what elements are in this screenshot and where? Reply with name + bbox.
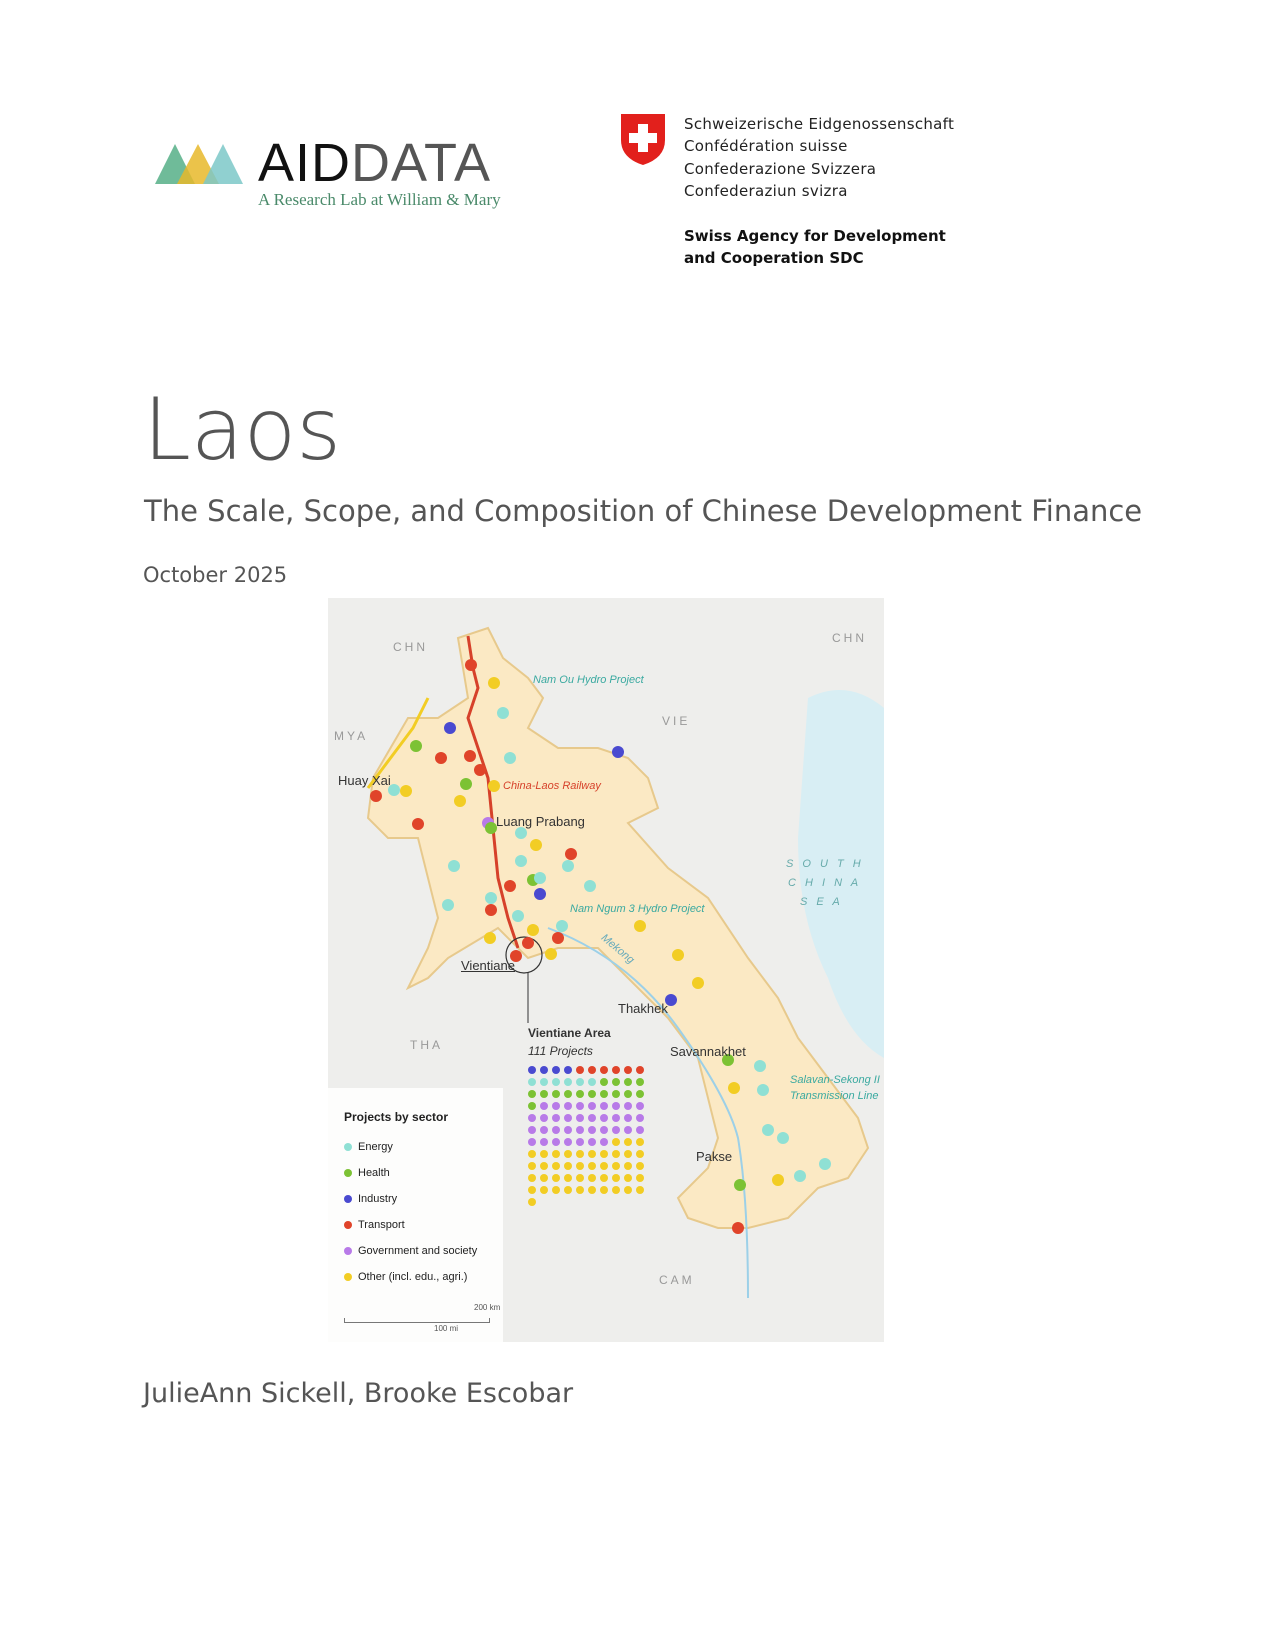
map-project-marker	[474, 764, 486, 776]
project-dot	[588, 1114, 596, 1122]
legend-label: Industry	[358, 1193, 398, 1205]
swiss-shield-icon	[619, 112, 667, 166]
map-project-marker	[488, 780, 500, 792]
project-dot	[636, 1138, 644, 1146]
river-label: Mekong	[598, 931, 637, 967]
project-dot	[528, 1174, 536, 1182]
map-project-marker	[497, 707, 509, 719]
project-dot	[528, 1150, 536, 1158]
project-dot	[540, 1090, 548, 1098]
project-dot	[540, 1150, 548, 1158]
page-subtitle: The Scale, Scope, and Composition of Chinese Development Finance	[144, 494, 1143, 528]
map-project-marker	[400, 785, 412, 797]
aiddata-logo-mark	[155, 142, 245, 184]
publication-date: October 2025	[143, 563, 288, 587]
country-label: MYA	[334, 729, 369, 743]
project-dot	[552, 1186, 560, 1194]
project-dot	[528, 1126, 536, 1134]
map-project-marker	[442, 899, 454, 911]
project-dot	[564, 1174, 572, 1182]
map-project-marker	[612, 746, 624, 758]
legend-item	[344, 1271, 467, 1283]
city-label: Pakse	[696, 1149, 733, 1164]
project-dot	[600, 1186, 608, 1194]
country-label: THA	[410, 1038, 443, 1052]
project-dot	[564, 1090, 572, 1098]
map-project-marker	[465, 659, 477, 671]
project-dot	[588, 1090, 596, 1098]
project-dot	[540, 1138, 548, 1146]
sdc-line: Swiss Agency for Development	[684, 227, 946, 245]
project-dot	[600, 1114, 608, 1122]
project-dot	[636, 1162, 644, 1170]
project-dot	[624, 1114, 632, 1122]
legend-item	[344, 1193, 397, 1205]
map-project-marker	[460, 778, 472, 790]
map-project-marker	[435, 752, 447, 764]
map-project-marker	[485, 892, 497, 904]
project-dot	[552, 1138, 560, 1146]
map-project-marker	[762, 1124, 774, 1136]
project-dot	[540, 1162, 548, 1170]
project-dot	[528, 1162, 536, 1170]
legend-dot-icon	[344, 1169, 352, 1177]
map-project-marker	[794, 1170, 806, 1182]
project-dot	[576, 1102, 584, 1110]
project-dot	[636, 1066, 644, 1074]
map-project-marker	[454, 795, 466, 807]
project-dot	[576, 1078, 584, 1086]
map-project-marker	[552, 932, 564, 944]
sea-label: C H I N A	[788, 877, 862, 889]
legend-item	[344, 1141, 393, 1153]
legend-item	[344, 1167, 390, 1179]
project-dot	[564, 1126, 572, 1134]
project-label: Salavan-Sekong II	[790, 1074, 880, 1086]
project-dot	[588, 1102, 596, 1110]
map-project-marker	[485, 904, 497, 916]
project-dot	[540, 1078, 548, 1086]
project-dot	[600, 1126, 608, 1134]
legend-label: Transport	[358, 1219, 405, 1231]
project-dot	[528, 1066, 536, 1074]
city-label: Thakhek	[618, 1001, 668, 1016]
map-project-marker	[412, 818, 424, 830]
project-dot	[636, 1078, 644, 1086]
map-project-marker	[584, 880, 596, 892]
inset-subtitle: 111 Projects	[528, 1044, 593, 1058]
project-dot	[576, 1150, 584, 1158]
project-dot	[636, 1150, 644, 1158]
map-project-marker	[370, 790, 382, 802]
map-project-marker	[512, 910, 524, 922]
project-dot	[588, 1186, 596, 1194]
legend-label: Health	[358, 1167, 390, 1179]
map-project-marker	[728, 1082, 740, 1094]
project-dot	[576, 1066, 584, 1074]
project-dot	[540, 1174, 548, 1182]
project-label: Transmission Line	[790, 1090, 879, 1102]
project-dot	[600, 1174, 608, 1182]
page-title: Laos	[143, 380, 342, 480]
project-dot	[624, 1126, 632, 1134]
map-project-marker	[448, 860, 460, 872]
map-project-marker	[484, 932, 496, 944]
project-dot	[624, 1150, 632, 1158]
project-dot	[540, 1114, 548, 1122]
city-label: Savannakhet	[670, 1044, 746, 1059]
project-dot	[552, 1066, 560, 1074]
project-dot	[588, 1150, 596, 1158]
city-label: Vientiane	[461, 958, 515, 973]
map-project-marker	[444, 722, 456, 734]
project-dot	[528, 1090, 536, 1098]
map-project-marker	[527, 924, 539, 936]
map-project-marker	[464, 750, 476, 762]
project-dot	[540, 1186, 548, 1194]
project-label: Nam Ngum 3 Hydro Project	[570, 903, 705, 915]
project-dot	[576, 1186, 584, 1194]
map-project-marker	[504, 752, 516, 764]
country-label: CAM	[659, 1273, 695, 1287]
project-dot	[552, 1078, 560, 1086]
project-dot	[552, 1162, 560, 1170]
project-dot	[588, 1162, 596, 1170]
project-dot	[624, 1186, 632, 1194]
scale-km: 200 km	[474, 1303, 501, 1312]
project-dot	[564, 1138, 572, 1146]
map-base	[328, 598, 884, 1342]
map-project-marker	[777, 1132, 789, 1144]
project-dot	[528, 1102, 536, 1110]
legend-item	[344, 1219, 405, 1231]
map-project-marker	[545, 948, 557, 960]
sdc-line: and Cooperation SDC	[684, 249, 864, 267]
map-project-marker	[534, 888, 546, 900]
sea-label: S O U T H	[786, 858, 864, 870]
project-dot	[612, 1150, 620, 1158]
aiddata-logo-text: AIDDATA	[258, 133, 492, 193]
project-dot	[612, 1126, 620, 1134]
project-dot	[624, 1102, 632, 1110]
project-dot	[612, 1078, 620, 1086]
scale-bar	[344, 1318, 490, 1323]
project-label: Nam Ou Hydro Project	[533, 674, 644, 686]
map-project-marker	[754, 1060, 766, 1072]
legend-label: Government and society	[358, 1245, 478, 1257]
map-project-marker	[692, 977, 704, 989]
map-project-marker	[634, 920, 646, 932]
legend-title: Projects by sector	[344, 1110, 449, 1124]
project-dot	[624, 1078, 632, 1086]
project-dot	[528, 1186, 536, 1194]
map-project-marker	[488, 677, 500, 689]
map-project-marker	[556, 920, 568, 932]
project-dot	[588, 1066, 596, 1074]
project-dot	[564, 1162, 572, 1170]
project-dot	[600, 1162, 608, 1170]
aiddata-tagline: A Research Lab at William & Mary	[258, 190, 501, 209]
map-project-marker	[522, 937, 534, 949]
project-dot	[564, 1102, 572, 1110]
city-label: Luang Prabang	[496, 814, 585, 829]
project-dot	[564, 1186, 572, 1194]
project-dot	[588, 1138, 596, 1146]
project-dot	[528, 1078, 536, 1086]
project-dot	[576, 1162, 584, 1170]
project-dot	[600, 1090, 608, 1098]
map-project-marker	[515, 855, 527, 867]
project-dot	[588, 1078, 596, 1086]
project-dot	[564, 1150, 572, 1158]
map-project-marker	[410, 740, 422, 752]
country-label: CHN	[393, 640, 428, 654]
map-project-marker	[672, 949, 684, 961]
project-dot	[588, 1126, 596, 1134]
project-dot	[612, 1186, 620, 1194]
project-dot	[624, 1090, 632, 1098]
project-dot	[636, 1090, 644, 1098]
project-dot	[600, 1138, 608, 1146]
map-project-marker	[732, 1222, 744, 1234]
project-dot	[552, 1114, 560, 1122]
project-dot	[612, 1114, 620, 1122]
swiss-line: Schweizerische Eidgenossenschaft	[684, 115, 955, 133]
map-project-marker	[530, 839, 542, 851]
map-project-marker	[772, 1174, 784, 1186]
project-dot	[576, 1114, 584, 1122]
project-dot	[540, 1126, 548, 1134]
project-dot	[636, 1102, 644, 1110]
map-project-marker	[734, 1179, 746, 1191]
legend-label: Other (incl. edu., agri.)	[358, 1271, 468, 1283]
project-dot	[576, 1090, 584, 1098]
legend-item	[344, 1245, 477, 1257]
project-dot	[540, 1102, 548, 1110]
project-dot	[636, 1186, 644, 1194]
map-project-marker	[534, 872, 546, 884]
project-dot	[552, 1090, 560, 1098]
city-label: Huay Xai	[338, 773, 391, 788]
project-dot	[624, 1066, 632, 1074]
laos-project-map	[328, 598, 884, 1342]
legend-dot-icon	[344, 1273, 352, 1281]
legend-label: Energy	[358, 1141, 393, 1153]
map-project-marker	[562, 860, 574, 872]
project-dot	[624, 1162, 632, 1170]
map-project-marker	[504, 880, 516, 892]
project-dot	[636, 1114, 644, 1122]
project-dot	[552, 1126, 560, 1134]
country-label: CHN	[832, 631, 867, 645]
project-label: China-Laos Railway	[503, 780, 601, 792]
project-dot	[612, 1066, 620, 1074]
project-dot	[564, 1114, 572, 1122]
project-dot	[564, 1066, 572, 1074]
legend-dot-icon	[344, 1247, 352, 1255]
project-dot	[588, 1174, 596, 1182]
project-dot	[612, 1162, 620, 1170]
project-dot	[636, 1174, 644, 1182]
scale-mi: 100 mi	[434, 1324, 459, 1333]
project-dot	[552, 1150, 560, 1158]
country-label: VIE	[662, 714, 691, 728]
map-project-marker	[565, 848, 577, 860]
project-dot	[552, 1174, 560, 1182]
project-dot	[600, 1066, 608, 1074]
project-dot	[528, 1198, 536, 1206]
project-dot	[552, 1102, 560, 1110]
swiss-line: Confederazione Svizzera	[684, 160, 877, 178]
project-dot	[600, 1102, 608, 1110]
sea-label: S E A	[800, 896, 843, 908]
project-dot	[624, 1138, 632, 1146]
project-dot	[612, 1138, 620, 1146]
legend-dot-icon	[344, 1221, 352, 1229]
inset-title: Vientiane Area	[528, 1026, 611, 1040]
legend-dot-icon	[344, 1143, 352, 1151]
vientiane-dot-grid	[528, 1066, 652, 1206]
project-dot	[612, 1090, 620, 1098]
swiss-line: Confédération suisse	[684, 137, 848, 155]
project-dot	[564, 1078, 572, 1086]
project-dot	[576, 1174, 584, 1182]
project-dot	[576, 1138, 584, 1146]
project-dot	[612, 1102, 620, 1110]
project-dot	[540, 1066, 548, 1074]
project-dot	[636, 1126, 644, 1134]
legend-dot-icon	[344, 1195, 352, 1203]
swiss-line: Confederaziun svizra	[684, 182, 848, 200]
project-dot	[624, 1174, 632, 1182]
project-dot	[528, 1138, 536, 1146]
project-dot	[600, 1078, 608, 1086]
project-dot	[600, 1150, 608, 1158]
authors: JulieAnn Sickell, Brooke Escobar	[143, 1378, 574, 1409]
project-dot	[528, 1114, 536, 1122]
project-dot	[576, 1126, 584, 1134]
map-project-marker	[819, 1158, 831, 1170]
project-dot	[612, 1174, 620, 1182]
map-project-marker	[757, 1084, 769, 1096]
